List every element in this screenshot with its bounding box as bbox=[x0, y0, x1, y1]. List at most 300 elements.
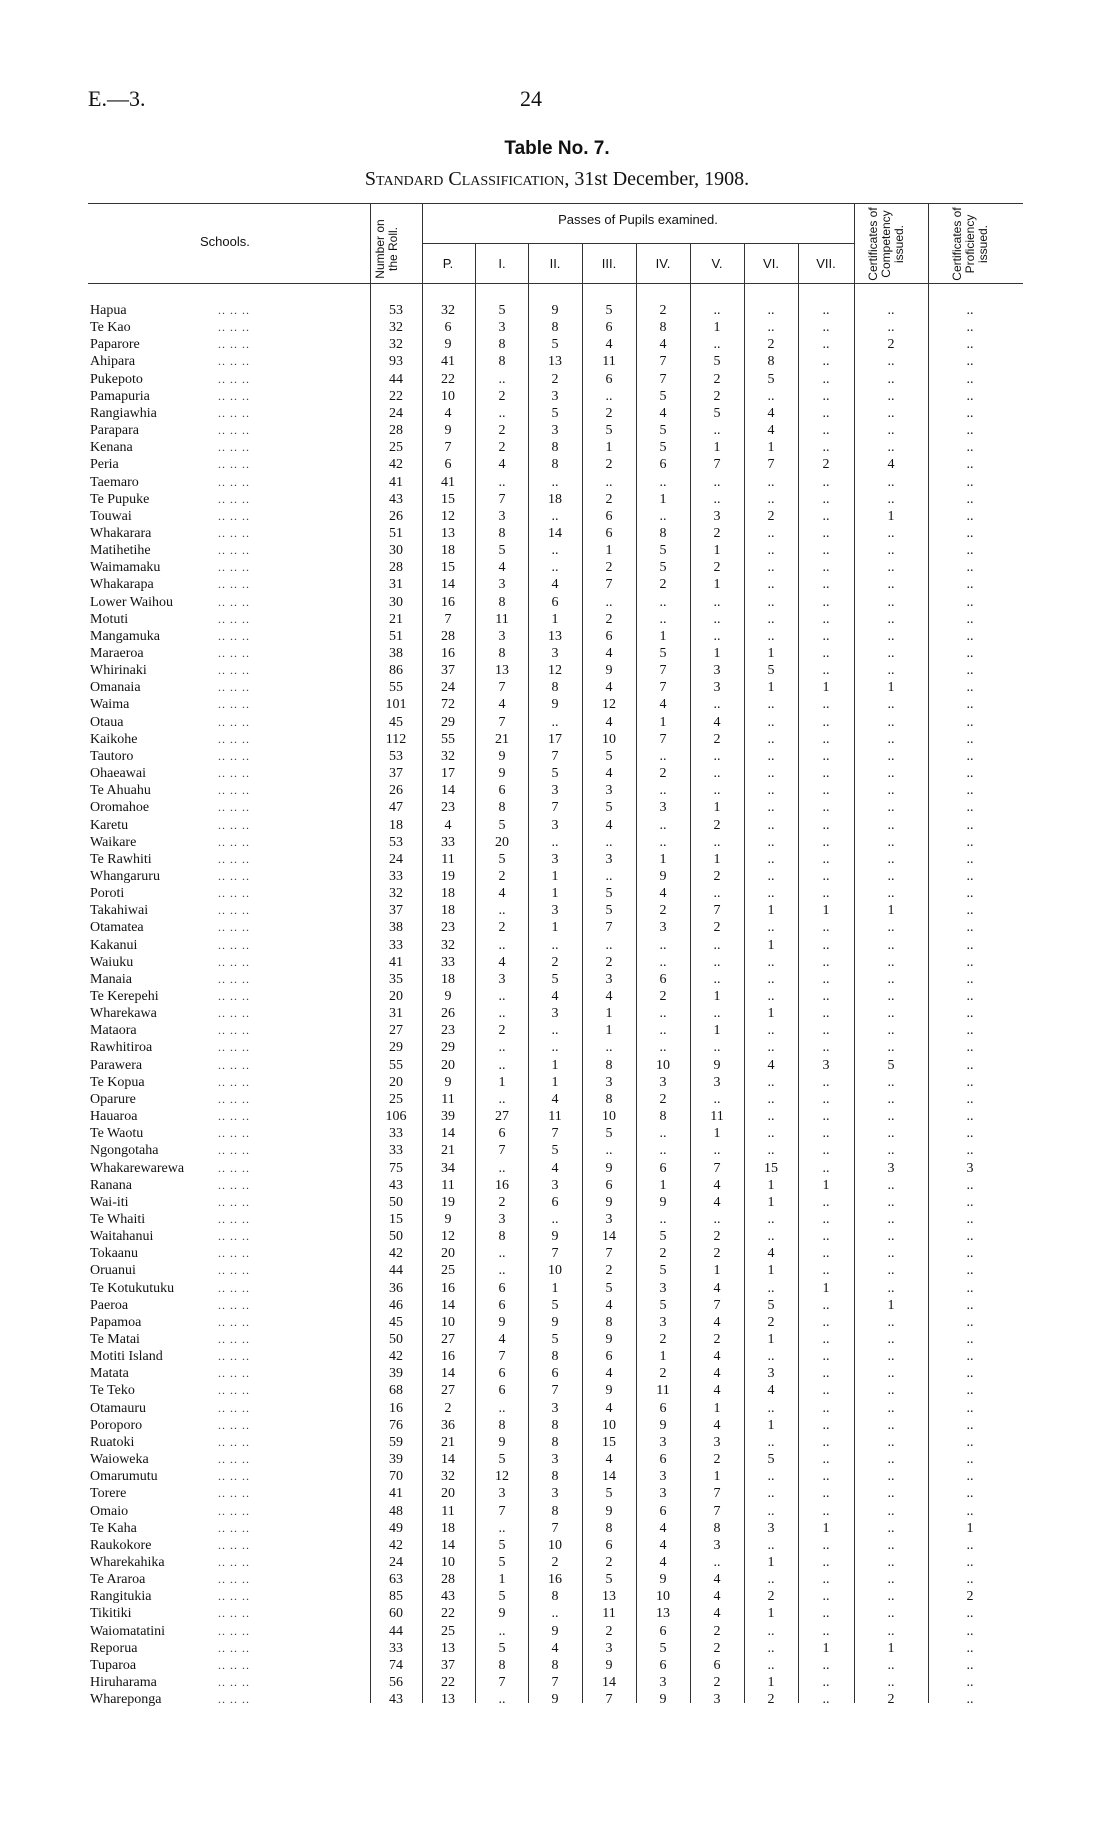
table-cell: .. bbox=[551, 474, 559, 490]
school-name: Ahipara bbox=[90, 354, 136, 370]
table-cell: 6 bbox=[605, 1537, 613, 1553]
table-cell: .. bbox=[498, 371, 506, 387]
roll-count: 37 bbox=[389, 766, 403, 782]
table-cell: 1 bbox=[659, 491, 667, 507]
table-cell: 11 bbox=[602, 1606, 616, 1622]
table-cell: 12 bbox=[548, 663, 562, 679]
table-cell: 8 bbox=[498, 800, 506, 816]
table-cell: 5 bbox=[551, 1143, 559, 1159]
roll-count: 47 bbox=[389, 800, 403, 816]
table-cell: .. bbox=[887, 1434, 895, 1450]
table-cell: .. bbox=[887, 817, 895, 833]
school-name: Otamatea bbox=[90, 920, 144, 936]
table-cell: .. bbox=[966, 954, 974, 970]
table-cell: 10 bbox=[602, 1109, 616, 1125]
table-cell: 2 bbox=[498, 1194, 506, 1210]
leader-dots: .. .. .. bbox=[218, 989, 250, 1003]
table-row bbox=[0, 919, 1114, 936]
table-row bbox=[0, 1245, 1114, 1262]
table-cell: .. bbox=[887, 320, 895, 336]
table-cell: 10 bbox=[548, 1263, 562, 1279]
roll-count: 112 bbox=[385, 731, 407, 747]
table-cell: 9 bbox=[605, 1194, 613, 1210]
roll-count: 51 bbox=[389, 525, 403, 541]
roll-count: 70 bbox=[389, 1469, 403, 1485]
table-row bbox=[0, 988, 1114, 1005]
table-cell: .. bbox=[659, 474, 667, 490]
table-cell: 6 bbox=[498, 1366, 506, 1382]
school-name: Waitahanui bbox=[90, 1229, 154, 1245]
table-cell: .. bbox=[822, 1537, 830, 1553]
table-cell: 3 bbox=[551, 646, 559, 661]
table-cell: 1 bbox=[551, 611, 559, 627]
table-cell: 5 bbox=[498, 1589, 506, 1605]
table-cell: .. bbox=[767, 474, 775, 490]
table-row bbox=[0, 1022, 1114, 1039]
table-cell: 10 bbox=[602, 731, 616, 747]
table-cell: 6 bbox=[498, 1297, 506, 1313]
table-cell: 2 bbox=[605, 560, 613, 576]
table-cell: 1 bbox=[887, 1640, 895, 1656]
table-cell: .. bbox=[659, 1023, 667, 1039]
table-cell: 3 bbox=[551, 851, 559, 867]
table-cell: .. bbox=[551, 1040, 559, 1056]
table-cell: 2 bbox=[767, 1314, 775, 1330]
table-cell: .. bbox=[498, 1692, 506, 1708]
table-cell: 13 bbox=[441, 1692, 455, 1708]
table-cell: 3 bbox=[605, 1074, 613, 1090]
table-cell: .. bbox=[551, 1606, 559, 1622]
table-cell: 3 bbox=[659, 1074, 667, 1090]
table-cell: .. bbox=[767, 1640, 775, 1656]
table-cell: 23 bbox=[441, 800, 455, 816]
school-name: Te Kerepehi bbox=[90, 989, 159, 1004]
subtitle-date: 31st December, 1908. bbox=[569, 168, 750, 190]
table-cell: .. bbox=[966, 1194, 974, 1210]
table-cell: .. bbox=[887, 560, 895, 576]
leader-dots: .. .. .. bbox=[218, 1074, 250, 1089]
leader-dots: .. .. .. bbox=[218, 971, 250, 986]
table-cell: .. bbox=[767, 1109, 775, 1125]
table-cell: 7 bbox=[659, 731, 667, 747]
table-cell: 5 bbox=[659, 543, 667, 559]
table-cell: 4 bbox=[767, 423, 775, 439]
table-cell: 3 bbox=[551, 1400, 559, 1416]
table-row bbox=[0, 851, 1114, 868]
table-cell: 2 bbox=[498, 868, 506, 884]
table-cell: 8 bbox=[659, 1109, 667, 1125]
table-row bbox=[0, 611, 1114, 628]
subtitle-smallcaps: Standard Classification, bbox=[364, 168, 570, 190]
table-cell: .. bbox=[822, 1572, 830, 1588]
roll-count: 20 bbox=[389, 989, 403, 1004]
table-cell: 9 bbox=[444, 1074, 452, 1090]
table-cell: 8 bbox=[498, 1229, 506, 1245]
table-cell: 20 bbox=[441, 1246, 455, 1262]
school-name: Ngongotaha bbox=[90, 1143, 159, 1159]
table-cell: .. bbox=[659, 1143, 667, 1159]
roll-count: 106 bbox=[385, 1109, 407, 1125]
table-cell: 8 bbox=[659, 320, 667, 336]
table-cell: .. bbox=[822, 800, 830, 816]
table-cell: .. bbox=[966, 783, 974, 799]
table-cell: .. bbox=[887, 1349, 895, 1365]
table-cell: 4 bbox=[551, 1640, 559, 1656]
table-cell: 13 bbox=[656, 1606, 670, 1622]
table-cell: 3 bbox=[551, 783, 559, 799]
table-cell: 24 bbox=[441, 680, 455, 696]
table-cell: 3 bbox=[713, 1537, 721, 1553]
roll-count: 41 bbox=[389, 1486, 403, 1502]
roll-count: 93 bbox=[389, 354, 403, 370]
table-cell: .. bbox=[822, 1589, 830, 1605]
table-cell: 41 bbox=[441, 354, 455, 370]
table-cell: 19 bbox=[441, 1194, 455, 1210]
table-cell: .. bbox=[605, 937, 613, 953]
table-cell: .. bbox=[966, 1126, 974, 1142]
table-cell: 2 bbox=[713, 817, 721, 833]
table-cell: .. bbox=[822, 1692, 830, 1708]
table-cell: 8 bbox=[498, 646, 506, 661]
table-cell: 9 bbox=[551, 1229, 559, 1245]
table-cell: 4 bbox=[713, 1194, 721, 1210]
table-cell: 4 bbox=[713, 1366, 721, 1382]
leader-dots: .. .. .. bbox=[218, 354, 250, 369]
table-cell: 3 bbox=[605, 1211, 613, 1227]
table-cell: 14 bbox=[441, 1366, 455, 1382]
table-cell: .. bbox=[767, 1537, 775, 1553]
table-cell: .. bbox=[966, 1486, 974, 1502]
school-name: Wharekahika bbox=[90, 1554, 165, 1570]
leader-dots: .. .. .. bbox=[218, 1400, 250, 1415]
school-name: Matihetihe bbox=[90, 543, 151, 559]
table-cell: 18 bbox=[441, 903, 455, 919]
table-cell: 1 bbox=[767, 1177, 775, 1193]
table-cell: .. bbox=[966, 1383, 974, 1399]
table-cell: .. bbox=[822, 920, 830, 936]
table-row bbox=[0, 1262, 1114, 1279]
table-cell: 8 bbox=[551, 440, 559, 456]
table-cell: .. bbox=[767, 1400, 775, 1416]
table-cell: 6 bbox=[605, 508, 613, 524]
table-cell: .. bbox=[767, 1229, 775, 1245]
table-cell: 4 bbox=[498, 560, 506, 576]
table-cell: .. bbox=[822, 1554, 830, 1570]
table-cell: 9 bbox=[605, 1383, 613, 1399]
table-cell: 14 bbox=[602, 1469, 616, 1485]
table-cell: 4 bbox=[498, 1332, 506, 1347]
table-cell: .. bbox=[822, 817, 830, 833]
roll-count: 41 bbox=[389, 474, 403, 490]
table-cell: 7 bbox=[551, 1520, 559, 1536]
table-cell: .. bbox=[822, 1469, 830, 1485]
table-row bbox=[0, 971, 1114, 988]
table-cell: 6 bbox=[605, 320, 613, 336]
table-cell: 5 bbox=[498, 303, 506, 318]
table-cell: .. bbox=[659, 783, 667, 799]
leader-dots: .. .. .. bbox=[218, 868, 250, 883]
table-cell: 7 bbox=[659, 354, 667, 370]
table-cell: .. bbox=[822, 783, 830, 799]
table-row bbox=[0, 902, 1114, 919]
table-cell: 11 bbox=[495, 611, 509, 627]
table-cell: 2 bbox=[713, 1452, 721, 1468]
table-row bbox=[0, 1057, 1114, 1074]
table-cell: .. bbox=[966, 1143, 974, 1159]
table-cell: 2 bbox=[498, 440, 506, 456]
table-row bbox=[0, 1417, 1114, 1434]
table-row bbox=[0, 1348, 1114, 1365]
table-cell: 3 bbox=[767, 1366, 775, 1382]
table-cell: 1 bbox=[887, 903, 895, 919]
table-cell: .. bbox=[966, 1109, 974, 1125]
leader-dots: .. .. .. bbox=[218, 920, 250, 935]
table-cell: .. bbox=[822, 388, 830, 404]
table-cell: .. bbox=[966, 628, 974, 644]
leader-dots: .. .. .. bbox=[218, 1640, 250, 1655]
table-cell: 6 bbox=[659, 1503, 667, 1519]
leader-dots: .. .. .. bbox=[218, 543, 250, 558]
table-cell: 10 bbox=[656, 1589, 670, 1605]
table-cell: 6 bbox=[659, 1400, 667, 1416]
table-cell: .. bbox=[966, 697, 974, 713]
table-cell: .. bbox=[713, 697, 721, 713]
table-cell: .. bbox=[822, 1383, 830, 1399]
school-name: Karetu bbox=[90, 817, 129, 833]
table-row bbox=[0, 696, 1114, 713]
table-cell: 5 bbox=[605, 1280, 613, 1296]
table-row bbox=[0, 1588, 1114, 1605]
table-cell: .. bbox=[966, 1554, 974, 1570]
table-cell: 8 bbox=[767, 354, 775, 370]
table-cell: .. bbox=[822, 1434, 830, 1450]
table-cell: 8 bbox=[551, 1589, 559, 1605]
table-cell: .. bbox=[767, 920, 775, 936]
table-cell: 32 bbox=[441, 303, 455, 318]
table-cell: 2 bbox=[713, 731, 721, 747]
table-cell: .. bbox=[498, 1623, 506, 1639]
table-cell: .. bbox=[966, 1314, 974, 1330]
table-cell: 4 bbox=[498, 457, 506, 473]
table-cell: .. bbox=[767, 1486, 775, 1502]
table-cell: .. bbox=[966, 423, 974, 439]
school-name: Te Matai bbox=[90, 1332, 140, 1347]
table-cell: 4 bbox=[605, 646, 613, 661]
leader-dots: .. .. .. bbox=[218, 1040, 250, 1055]
table-cell: 1 bbox=[659, 714, 667, 730]
table-cell: 4 bbox=[713, 1417, 721, 1433]
leader-dots: .. .. .. bbox=[218, 1366, 250, 1381]
table-cell: 1 bbox=[887, 508, 895, 524]
roll-count: 59 bbox=[389, 1434, 403, 1450]
table-cell: 2 bbox=[713, 388, 721, 404]
table-cell: 9 bbox=[444, 1211, 452, 1227]
table-cell: 4 bbox=[659, 1520, 667, 1536]
table-cell: 4 bbox=[551, 989, 559, 1004]
table-cell: .. bbox=[767, 1349, 775, 1365]
table-cell: .. bbox=[822, 834, 830, 850]
table-cell: .. bbox=[887, 748, 895, 764]
table-cell: 4 bbox=[713, 1589, 721, 1605]
school-name: Parapara bbox=[90, 423, 139, 439]
leader-dots: .. .. .. bbox=[218, 1554, 250, 1569]
table-row bbox=[0, 1091, 1114, 1108]
table-row bbox=[0, 1400, 1114, 1417]
table-cell: 3 bbox=[713, 508, 721, 524]
table-cell: 1 bbox=[767, 1194, 775, 1210]
table-cell: 14 bbox=[441, 1452, 455, 1468]
table-cell: .. bbox=[887, 937, 895, 953]
table-cell: 27 bbox=[441, 1332, 455, 1347]
table-cell: .. bbox=[713, 303, 721, 318]
school-name: Te Araroa bbox=[90, 1572, 146, 1588]
table-cell: .. bbox=[659, 1211, 667, 1227]
table-row bbox=[0, 1503, 1114, 1520]
table-cell: 1 bbox=[887, 680, 895, 696]
table-cell: .. bbox=[887, 303, 895, 318]
table-cell: .. bbox=[498, 989, 506, 1004]
table-cell: .. bbox=[822, 989, 830, 1004]
table-cell: 16 bbox=[441, 646, 455, 661]
table-cell: 4 bbox=[713, 1280, 721, 1296]
table-cell: 13 bbox=[441, 1640, 455, 1656]
table-cell: 14 bbox=[441, 577, 455, 593]
table-cell: 9 bbox=[498, 1606, 506, 1622]
table-cell: 4 bbox=[713, 1349, 721, 1365]
table-cell: 22 bbox=[441, 1606, 455, 1622]
roll-count: 50 bbox=[389, 1194, 403, 1210]
table-cell: 7 bbox=[498, 680, 506, 696]
table-cell: .. bbox=[887, 1006, 895, 1022]
roll-count: 44 bbox=[389, 1623, 403, 1639]
table-row bbox=[0, 1657, 1114, 1674]
table-cell: .. bbox=[767, 1503, 775, 1519]
table-cell: .. bbox=[966, 491, 974, 507]
table-cell: 4 bbox=[713, 1314, 721, 1330]
table-cell: 22 bbox=[441, 1675, 455, 1690]
roll-count: 32 bbox=[389, 886, 403, 902]
table-cell: .. bbox=[551, 560, 559, 576]
roll-count: 75 bbox=[389, 1160, 403, 1176]
roll-count: 44 bbox=[389, 371, 403, 387]
table-cell: 2 bbox=[551, 1554, 559, 1570]
roll-count: 24 bbox=[389, 1554, 403, 1570]
table-row bbox=[0, 1297, 1114, 1314]
table-cell: 16 bbox=[495, 1177, 509, 1193]
table-cell: .. bbox=[887, 1657, 895, 1673]
school-name: Kakanui bbox=[90, 937, 138, 953]
table-cell: 1 bbox=[822, 1520, 830, 1536]
table-cell: 5 bbox=[767, 663, 775, 679]
table-cell: 2 bbox=[887, 337, 895, 353]
table-cell: 5 bbox=[498, 1537, 506, 1553]
table-cell: .. bbox=[822, 1486, 830, 1502]
table-cell: 4 bbox=[444, 405, 452, 421]
table-cell: .. bbox=[887, 1109, 895, 1125]
table-cell: 1 bbox=[966, 1520, 974, 1536]
table-cell: .. bbox=[887, 1572, 895, 1588]
leader-dots: .. .. .. bbox=[218, 903, 250, 918]
table-cell: 6 bbox=[551, 1366, 559, 1382]
table-cell: .. bbox=[767, 1091, 775, 1107]
table-row bbox=[0, 508, 1114, 525]
table-cell: .. bbox=[966, 1503, 974, 1519]
table-cell: 8 bbox=[498, 525, 506, 541]
table-cell: 7 bbox=[498, 491, 506, 507]
table-cell: 3 bbox=[713, 1074, 721, 1090]
leader-dots: .. .. .. bbox=[218, 457, 250, 472]
table-cell: 1 bbox=[605, 543, 613, 559]
leader-dots: .. .. .. bbox=[218, 1332, 250, 1346]
table-cell: 19 bbox=[441, 868, 455, 884]
table-cell: .. bbox=[966, 680, 974, 696]
table-cell: 1 bbox=[659, 1177, 667, 1193]
table-cell: 5 bbox=[551, 405, 559, 421]
standard-header: IV. bbox=[655, 256, 671, 271]
table-cell: 4 bbox=[551, 1091, 559, 1107]
table-cell: 2 bbox=[605, 457, 613, 473]
roll-count: 63 bbox=[389, 1572, 403, 1588]
table-cell: 10 bbox=[602, 1417, 616, 1433]
leader-dots: .. .. .. bbox=[218, 1606, 250, 1621]
table-cell: 3 bbox=[551, 1486, 559, 1502]
table-cell: .. bbox=[887, 920, 895, 936]
leader-dots: .. .. .. bbox=[218, 1520, 250, 1535]
leader-dots: .. .. .. bbox=[218, 1109, 250, 1124]
table-cell: 1 bbox=[767, 903, 775, 919]
table-cell: .. bbox=[498, 1400, 506, 1416]
table-cell: 18 bbox=[441, 543, 455, 559]
table-cell: 39 bbox=[441, 1109, 455, 1125]
school-name: Mataora bbox=[90, 1023, 137, 1039]
roll-count: 33 bbox=[389, 1126, 403, 1142]
table-cell: .. bbox=[822, 440, 830, 456]
table-cell: .. bbox=[822, 1297, 830, 1313]
table-cell: 9 bbox=[498, 1314, 506, 1330]
table-cell: .. bbox=[822, 594, 830, 610]
table-cell: .. bbox=[822, 1314, 830, 1330]
table-cell: .. bbox=[966, 1366, 974, 1382]
table-cell: .. bbox=[966, 663, 974, 679]
table-cell: .. bbox=[966, 1640, 974, 1656]
table-cell: .. bbox=[966, 508, 974, 524]
table-cell: 11 bbox=[602, 354, 616, 370]
table-cell: 9 bbox=[551, 1314, 559, 1330]
table-cell: 3 bbox=[713, 663, 721, 679]
leader-dots: .. .. .. bbox=[218, 731, 250, 746]
page-number: 24 bbox=[520, 86, 542, 111]
table-cell: 14 bbox=[441, 1297, 455, 1313]
table-cell: 3 bbox=[659, 1469, 667, 1485]
school-name: Poroti bbox=[90, 886, 125, 902]
table-cell: .. bbox=[713, 1554, 721, 1570]
table-row bbox=[0, 456, 1114, 473]
table-cell: 7 bbox=[551, 1383, 559, 1399]
table-cell: 12 bbox=[495, 1469, 509, 1485]
table-cell: .. bbox=[713, 594, 721, 610]
leader-dots: .. .. .. bbox=[218, 594, 250, 609]
leader-dots: .. .. .. bbox=[218, 954, 250, 969]
roll-count: 27 bbox=[389, 1023, 403, 1039]
table-cell: 27 bbox=[441, 1383, 455, 1399]
roll-count: 46 bbox=[389, 1297, 403, 1313]
leader-dots: .. .. .. bbox=[218, 303, 250, 317]
standard-header: II. bbox=[549, 256, 561, 271]
school-name: Whangaruru bbox=[90, 868, 160, 884]
table-cell: 26 bbox=[441, 1006, 455, 1022]
leader-dots: .. .. .. bbox=[218, 851, 250, 866]
table-cell: .. bbox=[822, 1229, 830, 1245]
